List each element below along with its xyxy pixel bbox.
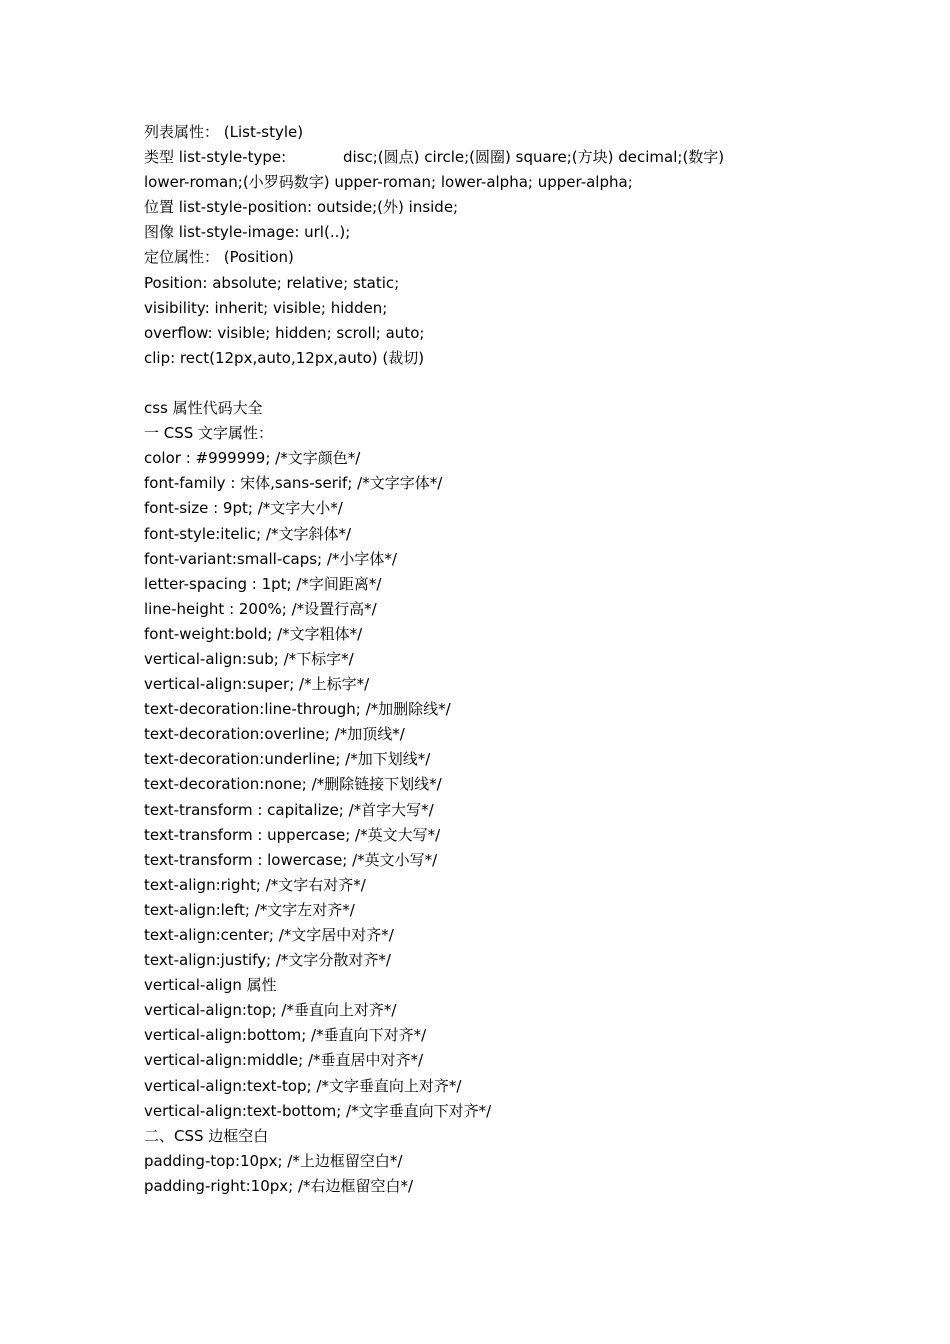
code-line: font-style:itelic; /*文字斜体*/ <box>144 524 352 543</box>
visibility-line: visibility: inherit; visible; hidden; <box>144 298 388 317</box>
code-line: vertical-align:super; /*上标字*/ <box>144 675 370 694</box>
code-line: vertical-align:top; /*垂直向上对齐*/ <box>144 1001 397 1020</box>
code-line: text-decoration:none; /*删除链接下划线*/ <box>144 775 442 794</box>
code-line: vertical-align:sub; /*下标字*/ <box>144 649 354 668</box>
code-line: color : #999999; /*文字颜色*/ <box>144 449 361 468</box>
code-line: text-decoration:overline; /*加顶线*/ <box>144 725 405 744</box>
document-page <box>144 120 864 1199</box>
clip-line: clip: rect(12px,auto,12px,auto) (裁切) <box>144 348 425 367</box>
code-line: text-transform : lowercase; /*英文小写*/ <box>144 850 438 869</box>
code-line: text-align:right; /*文字右对齐*/ <box>144 875 366 894</box>
section-padding-heading: 二、CSS 边框空白 <box>144 1126 269 1145</box>
section-text-properties-heading: 一 CSS 文字属性： <box>144 424 274 443</box>
position-line: Position: absolute; relative; static; <box>144 273 400 292</box>
list-style-heading: 列表属性： (List-style) <box>144 123 304 141</box>
code-line: letter-spacing : 1pt; /*字间距离*/ <box>144 574 382 593</box>
code-line: text-transform : uppercase; /*英文大写*/ <box>144 825 441 844</box>
code-line: vertical-align:bottom; /*垂直向下对齐*/ <box>144 1026 427 1045</box>
code-line: font-family : 宋体,sans-serif; /*文字字体*/ <box>144 474 443 493</box>
code-line: padding-top:10px; /*上边框留空白*/ <box>144 1151 403 1170</box>
code-line: text-align:justify; /*文字分散对齐*/ <box>144 951 391 970</box>
code-line: padding-right:10px; /*右边框留空白*/ <box>144 1176 414 1195</box>
overflow-line: overflow: visible; hidden; scroll; auto; <box>144 323 425 342</box>
blank-line <box>144 371 864 396</box>
list-style-image-line: 图像 list-style-image: url(..); <box>144 223 351 242</box>
code-line: text-decoration:underline; /*加下划线*/ <box>144 750 431 769</box>
list-style-type-values: disc;(圆点) circle;(圆圈) square;(方块) decimal;(数字) <box>342 148 725 167</box>
code-line: text-decoration:line-through; /*加删除线*/ <box>144 700 451 719</box>
code-line: text-transform : capitalize; /*首字大写*/ <box>144 800 434 819</box>
code-line: font-size : 9pt; /*文字大小*/ <box>144 499 343 518</box>
code-line: text-align:left; /*文字左对齐*/ <box>144 900 355 919</box>
code-line: font-variant:small-caps; /*小字体*/ <box>144 549 397 568</box>
list-style-type-values-cont: lower-roman;(小罗码数字) upper-roman; lower-alpha; upper-alpha; <box>144 173 633 192</box>
code-line: vertical-align:text-bottom; /*文字垂直向下对齐*/ <box>144 1101 492 1120</box>
code-line: font-weight:bold; /*文字粗体*/ <box>144 624 363 643</box>
code-line: line-height : 200%; /*设置行高*/ <box>144 599 377 618</box>
vertical-align-heading: vertical-align 属性 <box>144 976 277 995</box>
code-line: text-align:center; /*文字居中对齐*/ <box>144 926 394 944</box>
list-style-type-line <box>144 145 864 170</box>
list-style-position-line: 位置 list-style-position: outside;(外) inside; <box>144 198 459 217</box>
code-line: vertical-align:middle; /*垂直居中对齐*/ <box>144 1051 424 1070</box>
list-style-type-label: 类型 list-style-type: <box>144 148 291 167</box>
code-line: vertical-align:text-top; /*文字垂直向上对齐*/ <box>144 1076 462 1095</box>
css-reference-title: css 属性代码大全 <box>144 399 263 418</box>
position-heading: 定位属性： (Position) <box>144 248 294 267</box>
